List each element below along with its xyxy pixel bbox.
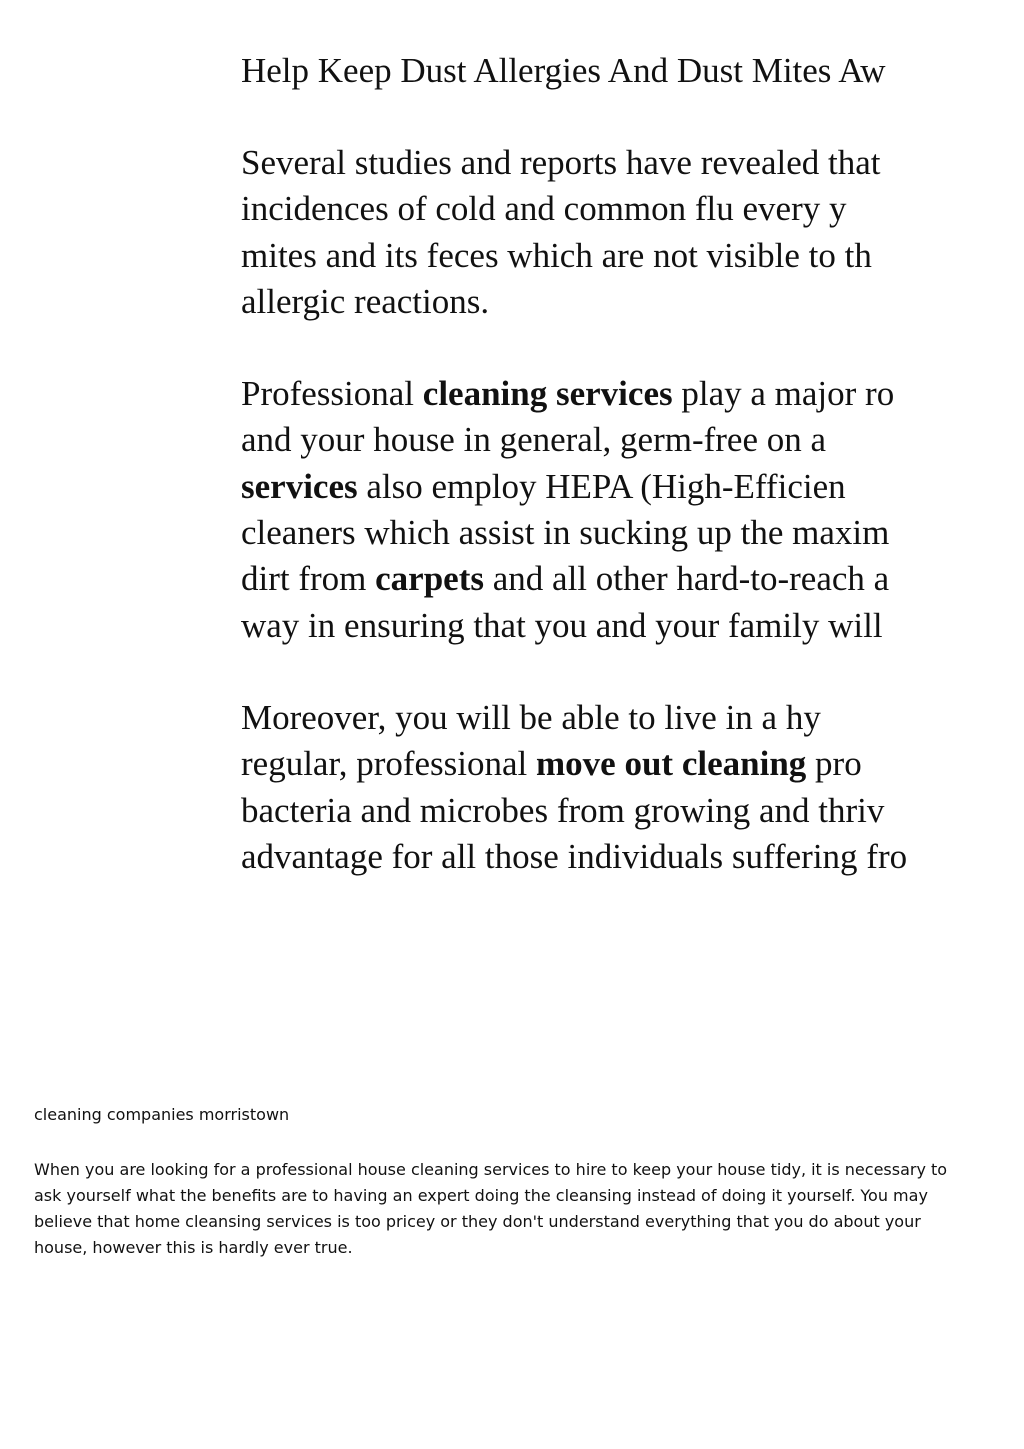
scan-line: bacteria and microbes from growing and thriv (241, 790, 885, 830)
body-line: When you are looking for a professional house cleaning services to hire to keep your house tidy, it is necessary to (34, 1160, 948, 1179)
scan-line: services also employ HEPA (High-Efficien (241, 466, 846, 506)
body-paragraph (34, 1157, 984, 1261)
scan-line: and your house in general, germ-free on a (241, 420, 827, 460)
scan-line: cleaners which assist in sucking up the maxim (241, 513, 890, 553)
scan-paragraph-1 (241, 140, 990, 325)
body-line: ask yourself what the benefits are to having an expert doing the cleansing instead of doing it yourself. You may (34, 1186, 928, 1205)
scan-paragraph-2 (241, 371, 990, 649)
bold-phrase: carpets (375, 559, 484, 599)
body-line: believe that home cleansing services is too pricey or they don't understand everything that you do about your (34, 1212, 921, 1231)
scan-line: incidences of cold and common flu every y (241, 189, 847, 229)
bold-phrase: cleaning services (422, 374, 673, 414)
body-line: house, however this is hardly ever true. (34, 1238, 353, 1257)
scan-line: allergic reactions. (241, 281, 490, 321)
scan-line: regular, professional move out cleaning pro (241, 744, 862, 784)
scan-line: Several studies and reports have revealed that (241, 143, 881, 182)
scan-line: dirt from carpets and all other hard-to-reach a (241, 559, 890, 599)
scan-line: advantage for all those individuals suffering fro (241, 836, 908, 876)
bold-phrase: services (241, 466, 358, 506)
scan-line: Moreover, you will be able to live in a hy (241, 697, 821, 737)
keyword-heading: cleaning companies morristown (34, 1105, 290, 1124)
scan-paragraph-3 (241, 695, 990, 880)
scan-heading: Help Keep Dust Allergies And Dust Mites Aw (241, 51, 886, 90)
scan-line: Professional cleaning services play a major ro (241, 374, 895, 414)
scan-line: way in ensuring that you and your family will (241, 605, 883, 645)
bold-phrase: move out cleaning (536, 744, 807, 784)
scanned-page-image (241, 48, 990, 888)
scan-line: mites and its feces which are not visible to th (241, 235, 872, 275)
